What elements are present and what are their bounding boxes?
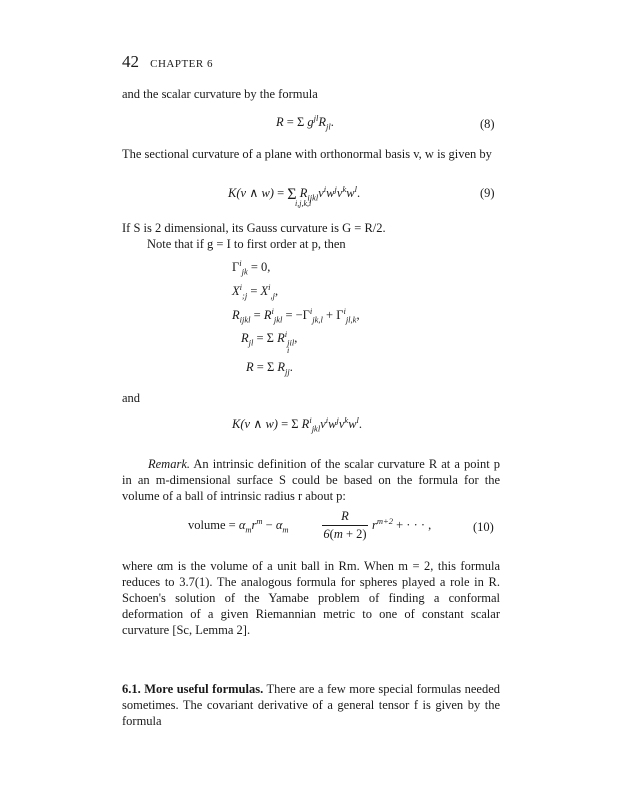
ricci-sum-index: i xyxy=(287,346,290,355)
sectional-curvature-text: The sectional curvature of a plane with orthonormal basis v, w is given by xyxy=(122,147,492,161)
section-paragraph xyxy=(122,681,500,729)
equation-8-number: (8) xyxy=(480,117,495,131)
scalar-curvature-equation: R = Σ $R_{jj}$. xyxy=(246,360,293,377)
equation-10-word: volume xyxy=(188,518,226,532)
note-text: Note that if g = I to first order at p, then xyxy=(147,237,346,251)
remark-paragraph xyxy=(122,456,500,504)
sectional-flat-equation: K(v ∧ w) = Σ $R^i_{jkl}v^iw^jv^kw^l$. xyxy=(232,414,363,434)
where-paragraph: where αm is the volume of a unit ball in Rm. When m = 2, this formula reduces to 3.7(1). The analogous formula for spheres played a role in R. Schoen's solution of the Yamabe problem of finding a conformal deformation of a given Riemannian metric to one of constant scalar curvature [Sc, Lemma 2]. xyxy=(122,559,500,637)
equation-9-sum-index: i,j,k,l xyxy=(295,199,312,208)
section-heading: 6.1. More useful formulas. xyxy=(122,682,264,696)
equation-10: volume = $\alpha_mr^m - \alpha_m$ xyxy=(188,515,289,535)
equation-9: K(v ∧ w) = Σ $R_{ijkl}v^iw^jv^kw^l$. xyxy=(228,183,361,203)
equation-10-fraction: R 6(m + 2) xyxy=(323,509,367,541)
gauss-curvature-text: If S is 2 dimensional, its Gauss curvature is G = R/2. xyxy=(122,221,386,235)
ricci-tensor-equation: $R_{jl} = \Sigma$ $R^i_{jil}$, xyxy=(241,328,298,348)
chapter-label: CHAPTER 6 xyxy=(150,58,213,70)
equation-10-tail: $r^{m+2}$ + · · · , xyxy=(372,515,432,532)
intro-text: and the scalar curvature by the formula xyxy=(122,87,318,101)
page-header xyxy=(122,52,213,72)
remark-text: An intrinsic definition of the scalar curvature R at a point p in an m-dimensional surface S could be based on the formula for the volume of a ball of intrinsic radius r about p: xyxy=(122,457,501,503)
coordinate-equation: $X^i_{;j} = X^i_{,j}$, xyxy=(232,281,279,301)
section-text: There are a few more special formulas needed sometimes. The covariant derivative of a general tensor f is given by the formula xyxy=(122,682,500,728)
and-text: and xyxy=(122,391,141,405)
equation-8: R = Σ $g^{jl}R_{jl}$. xyxy=(276,112,334,132)
equation-9-number: (9) xyxy=(480,186,495,200)
page-number: 42 xyxy=(122,52,139,71)
equation-10-number: (10) xyxy=(473,520,494,534)
remark-label: Remark. xyxy=(148,457,190,471)
riemann-tensor-equation: $R_{ijkl} = R^i_{jkl} = -\Gamma^i_{jk,l} + \Gamma^i_{jl,k}$, xyxy=(232,305,360,325)
christoffel-equation: $\Gamma^i_{jk} = 0$, xyxy=(232,257,271,277)
